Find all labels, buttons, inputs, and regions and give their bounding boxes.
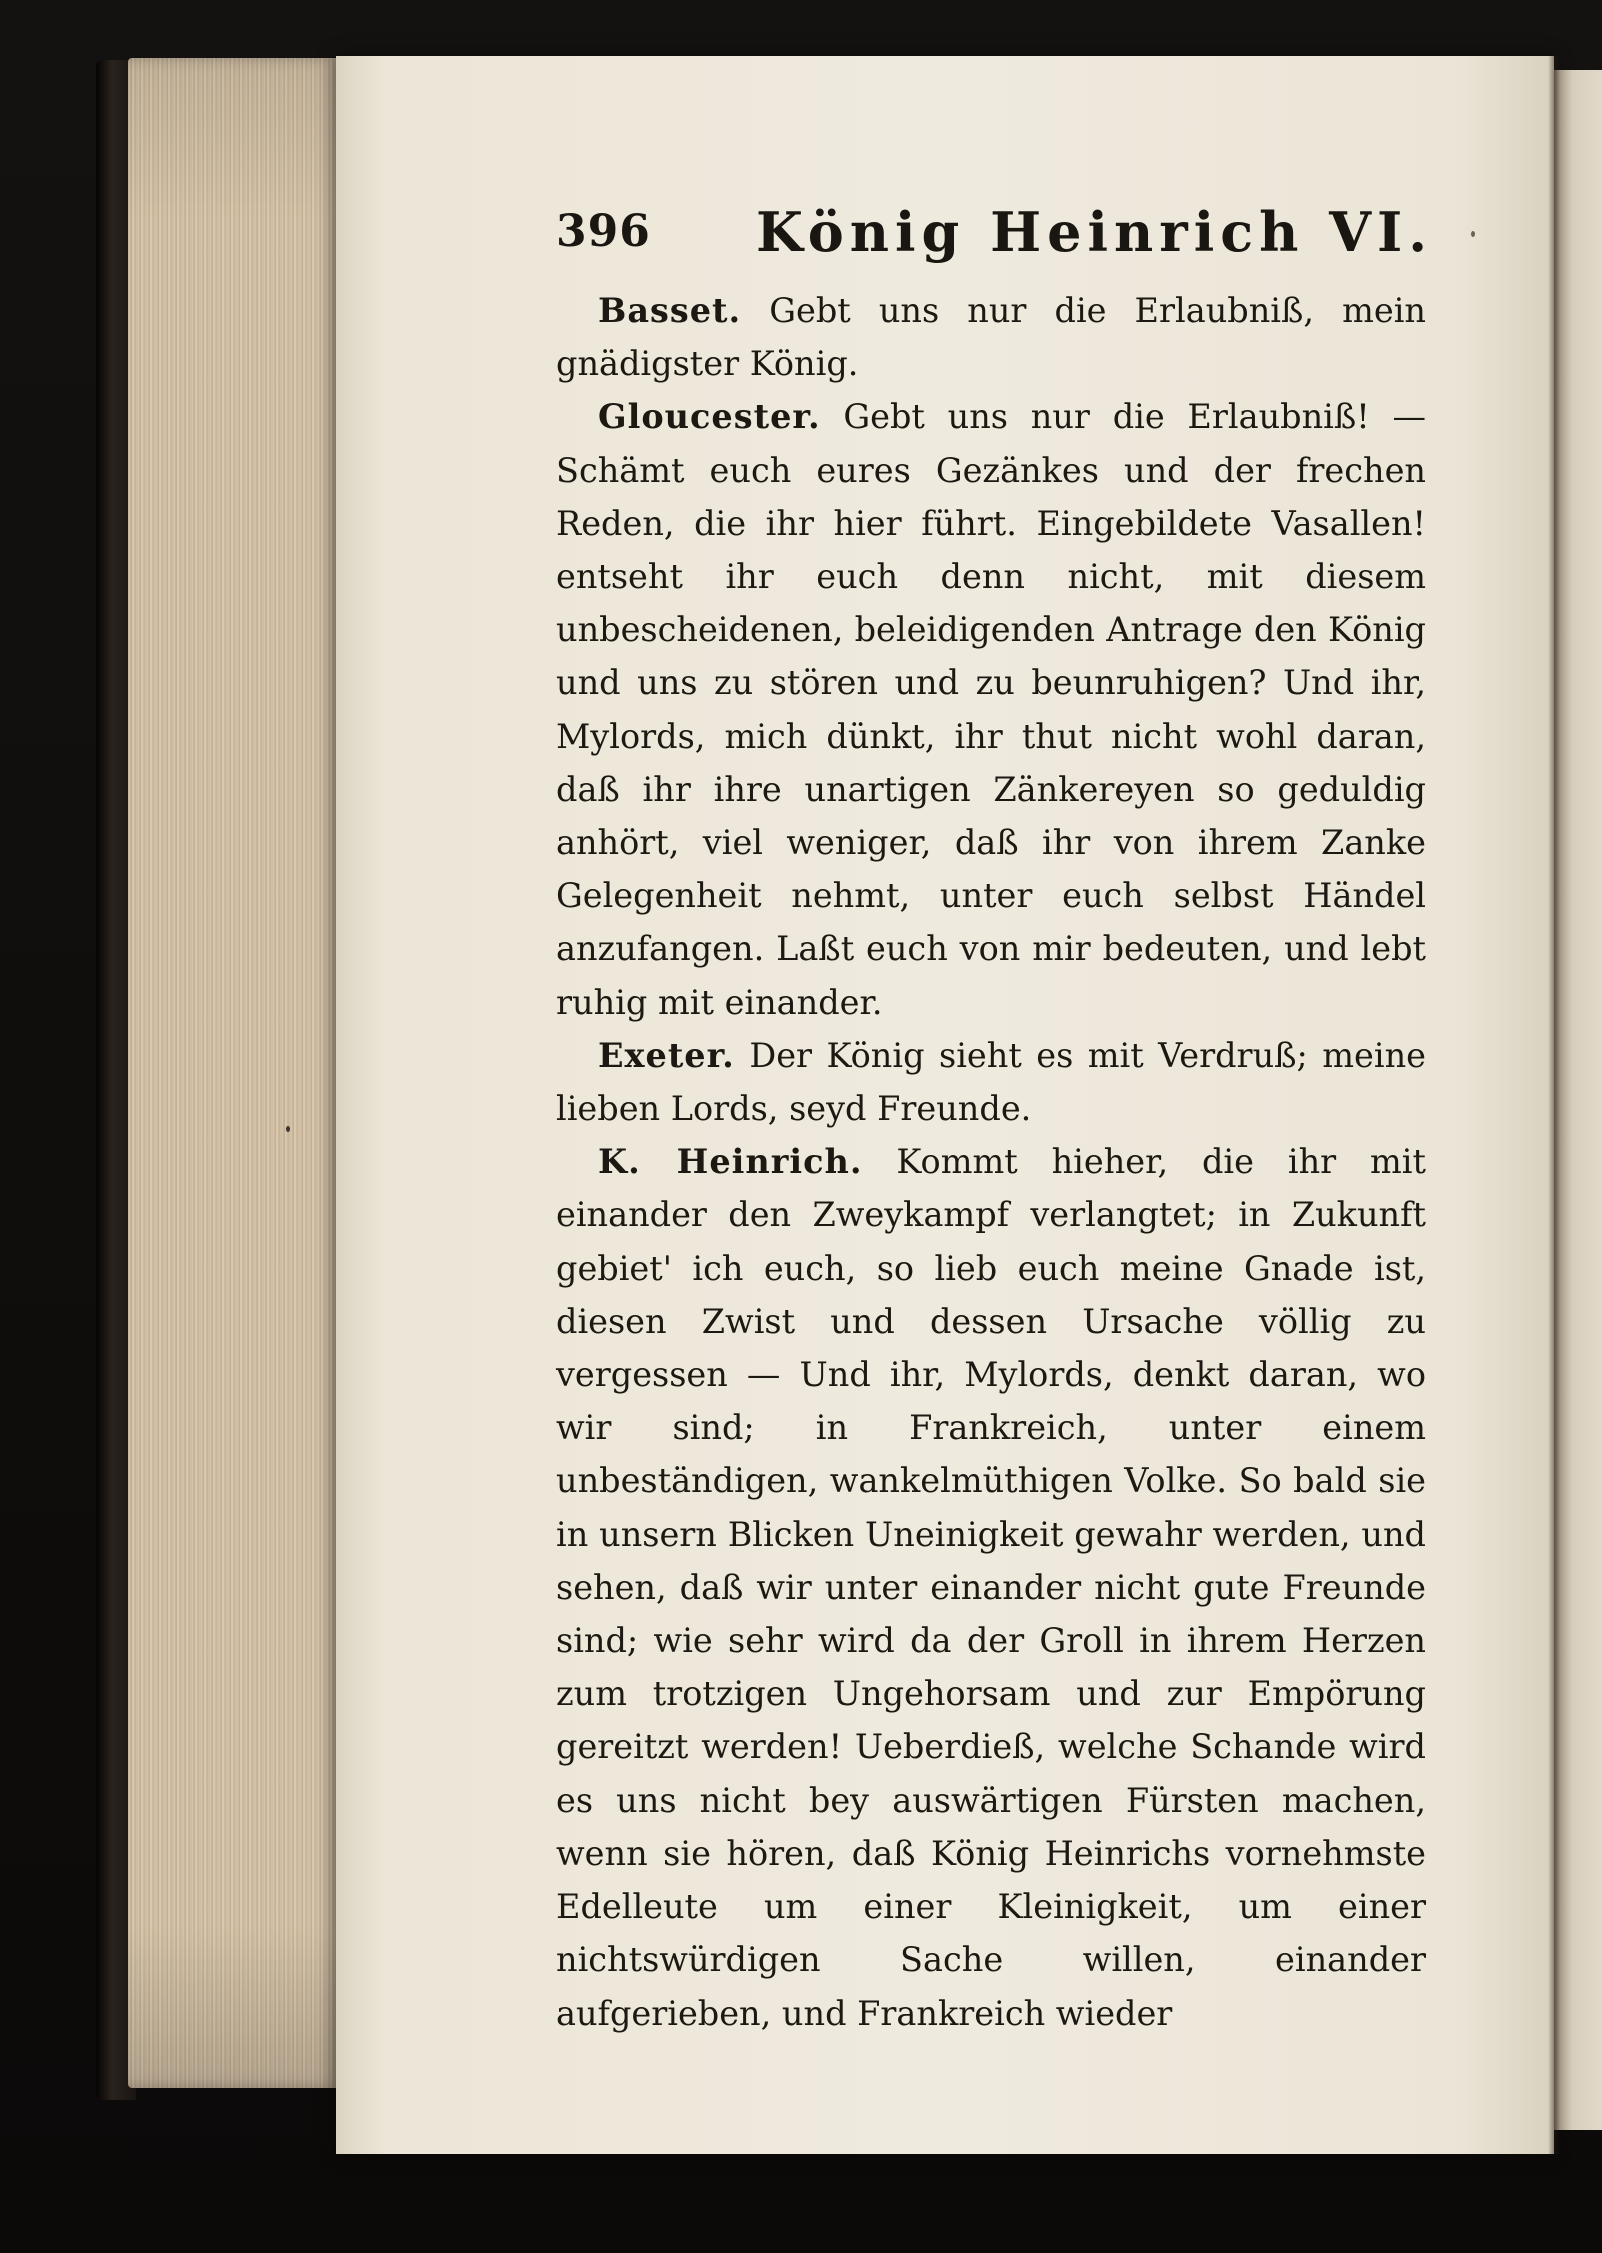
speaker-name: Exeter. [598, 1035, 735, 1075]
body-text [556, 284, 1426, 2040]
speech-text: Gebt uns nur die Erlaubniß, mein gnädigster König. [556, 291, 1426, 384]
paragraph-exeter [556, 1029, 1426, 1135]
ink-speck [1471, 231, 1475, 237]
running-head [556, 200, 1456, 270]
speech-text: Gebt uns nur die Erlaubniß! — Schämt euch eures Gezänkes und der frechen Reden, die ihr hier führt. Eingebildete Vasallen! entseht ihr euch denn nicht, mit diesem unbescheidenen, beleidigenden Antrage den König und uns zu stören und zu beunruhigen? Und ihr, Mylords, mich dünkt, ihr thut nicht wohl daran, daß ihr ihre unartigen Zänkereyen so geduldig anhört, viel weniger, daß ihr von ihrem Zanke Gelegenheit nehmt, unter euch selbst Händel anzufangen. Laßt euch von mir bedeuten, und lebt ruhig mit einander. [556, 397, 1426, 1022]
page-title: König Heinrich VI. [756, 200, 1434, 264]
paragraph-gloucester [556, 390, 1426, 1028]
speaker-name: Gloucester. [598, 397, 821, 437]
speaker-name: Basset. [598, 291, 742, 330]
ink-speck [286, 1126, 290, 1132]
facing-page-sliver [1554, 70, 1602, 2130]
speaker-name: K. Heinrich. [598, 1142, 863, 1182]
speech-text: Der König sieht es mit Verdruß; meine lieben Lords, seyd Freunde. [556, 1035, 1426, 1129]
paragraph-k-heinrich [556, 1135, 1426, 2039]
page-gutter-shadow [1548, 56, 1560, 2154]
paragraph-basset [556, 284, 1426, 390]
speech-text: Kommt hieher, die ihr mit einander den Zweykampf verlangtet; in Zukunft gebiet' ich euch, so lieb euch meine Gnade ist, diesen Zwist und dessen Ursache völlig zu vergessen — Und ihr, Mylords, denkt daran, wo wir sind; in Frankreich, unter einem unbeständigen, wankelmüthigen Volke. So bald sie in unsern Blicken Uneinigkeit gewahr werden, und sehen, daß wir unter einander nicht gute Freunde sind; wie sehr wird da der Groll in ihrem Herzen zum trotzigen Ungehorsam und zur Empörung gereitzt werden! Ueberdieß, welche Schande wird es uns nicht bey auswärtigen Fürsten machen, wenn sie hören, daß König Heinrichs vornehmste Edelleute um einer Kleinigkeit, um einer nichtswürdigen Sache willen, einander aufgerieben, und Frankreich wieder [556, 1142, 1426, 2033]
stacked-page-edges [128, 58, 340, 2088]
page-number: 396 [556, 206, 651, 257]
